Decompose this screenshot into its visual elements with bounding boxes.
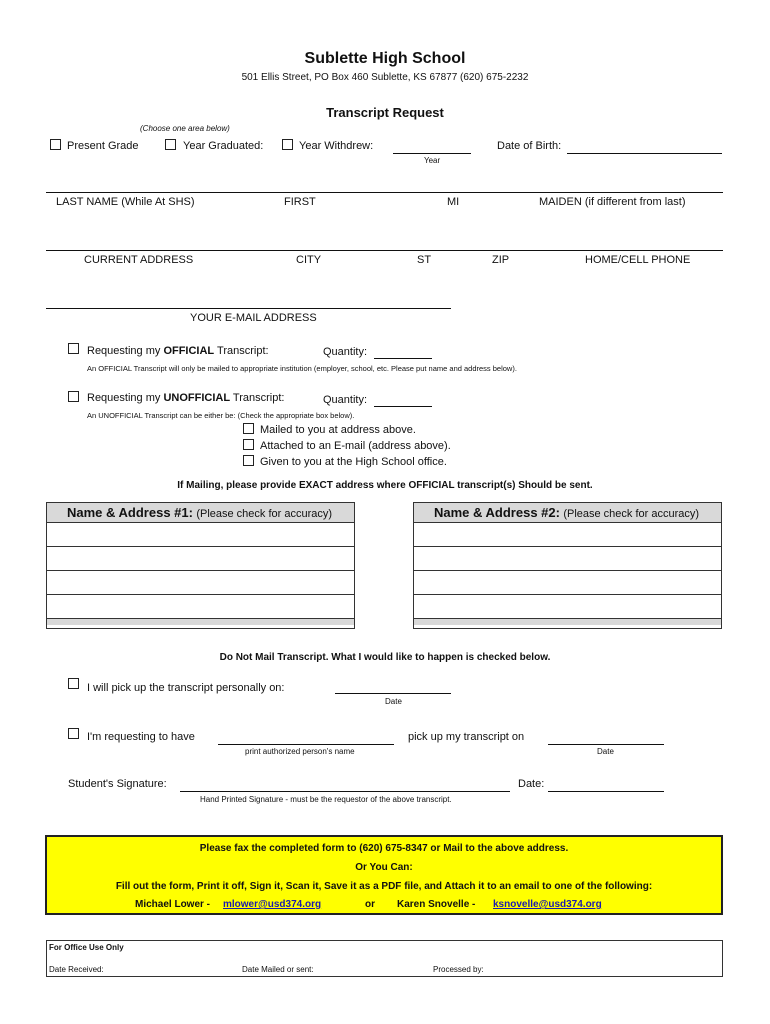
no-mail-heading: Do Not Mail Transcript. What I would like to happen is checked below. — [219, 652, 551, 663]
last-name-label: LAST NAME (While At SHS) — [56, 196, 195, 208]
contact-2-name: Karen Snovelle - — [397, 899, 476, 910]
pickup-checkbox[interactable] — [68, 678, 79, 689]
year-withdrew-checkbox[interactable] — [282, 139, 293, 150]
mailed-option-label: Mailed to you at address above. — [260, 424, 416, 436]
year-graduated-label: Year Graduated: — [183, 140, 264, 152]
address-box-2-footer — [414, 619, 721, 625]
official-quantity-label: Quantity: — [323, 346, 368, 358]
present-grade-checkbox[interactable] — [50, 139, 61, 150]
address-box-1-line[interactable] — [47, 571, 354, 595]
address-box-2-line[interactable] — [414, 547, 721, 571]
submission-notice — [45, 835, 723, 915]
name-line[interactable] — [46, 192, 723, 193]
address-line[interactable] — [46, 250, 723, 251]
dob-field[interactable] — [567, 153, 722, 154]
authorized-date-field[interactable] — [548, 744, 664, 745]
office-use-box — [46, 940, 723, 977]
present-grade-label: Present Grade — [67, 140, 139, 152]
form-title: Transcript Request — [326, 105, 444, 120]
unofficial-note: An UNOFFICIAL Transcript can be either be: (Check the appropriate box below). — [87, 411, 355, 420]
year-field[interactable] — [393, 153, 471, 154]
unofficial-quantity-field[interactable] — [374, 406, 432, 407]
processed-by-label: Processed by: — [433, 965, 484, 974]
address-box-2-header: Name & Address #2: (Please check for accuracy) — [414, 503, 721, 523]
unofficial-checkbox[interactable] — [68, 391, 79, 402]
unofficial-label: Requesting my UNOFFICIAL Transcript: — [87, 392, 285, 404]
signature-date-field[interactable] — [548, 791, 664, 792]
authorized-name-caption: print authorized person's name — [245, 747, 355, 756]
address-box-1-line[interactable] — [47, 547, 354, 571]
contact-1-email-link[interactable]: mlower@usd374.org — [223, 899, 322, 910]
authorize-label: I'm requesting to have — [87, 731, 195, 743]
authorized-name-field[interactable] — [218, 744, 394, 745]
signature-note: Hand Printed Signature - must be the requestor of the above transcript. — [200, 795, 452, 804]
address-box-2 — [413, 502, 722, 629]
address-box-1 — [46, 502, 355, 629]
email-option-checkbox[interactable] — [243, 439, 254, 450]
signature-field[interactable] — [180, 791, 510, 792]
contact-2-email-link[interactable]: ksnovelle@usd374.org — [493, 899, 602, 910]
official-quantity-field[interactable] — [374, 358, 432, 359]
dob-label: Date of Birth: — [497, 140, 562, 152]
notice-or-line: Or You Can: — [355, 862, 413, 873]
address-box-2-line[interactable] — [414, 523, 721, 547]
area-hint: (Choose one area below) — [140, 124, 230, 133]
address-box-1-footer — [47, 619, 354, 625]
authorized-date-caption: Date — [597, 747, 614, 756]
date-received-label: Date Received: — [49, 965, 104, 974]
pickup-label: I will pick up the transcript personally on: — [87, 682, 285, 694]
unofficial-quantity-label: Quantity: — [323, 394, 368, 406]
notice-or-word: or — [365, 899, 375, 910]
pickup-on-label: pick up my transcript on — [408, 731, 525, 743]
address-box-1-line[interactable] — [47, 595, 354, 619]
maiden-label: MAIDEN (if different from last) — [539, 196, 686, 208]
date-mailed-label: Date Mailed or sent: — [242, 965, 314, 974]
address-box-1-header: Name & Address #1: (Please check for accuracy) — [47, 503, 354, 523]
notice-fax-line: Please fax the completed form to (620) 675-8347 or Mail to the above address. — [199, 843, 569, 854]
school-address: 501 Ellis Street, PO Box 460 Sublette, KS 67877 (620) 675-2232 — [241, 72, 529, 83]
zip-label: ZIP — [492, 254, 510, 266]
year-withdrew-label: Year Withdrew: — [299, 140, 374, 152]
mailing-heading: If Mailing, please provide EXACT address where OFFICIAL transcript(s) Should be sent. — [177, 480, 593, 491]
official-checkbox[interactable] — [68, 343, 79, 354]
office-use-title: For Office Use Only — [49, 943, 124, 952]
contact-1-name: Michael Lower - — [135, 899, 211, 910]
authorize-checkbox[interactable] — [68, 728, 79, 739]
city-label: CITY — [296, 254, 322, 266]
email-field[interactable] — [46, 308, 451, 309]
notice-instructions-line: Fill out the form, Print it off, Sign it, Scan it, Save it as a PDF file, and Attach it to an email to one of the following: — [115, 881, 653, 892]
email-label: YOUR E-MAIL ADDRESS — [190, 312, 317, 324]
signature-date-label: Date: — [518, 778, 545, 790]
phone-label: HOME/CELL PHONE — [585, 254, 691, 266]
current-address-label: CURRENT ADDRESS — [84, 254, 194, 266]
pickup-date-field[interactable] — [335, 693, 451, 694]
official-label: Requesting my OFFICIAL Transcript: — [87, 345, 269, 357]
address-box-2-line[interactable] — [414, 595, 721, 619]
official-note: An OFFICIAL Transcript will only be mailed to appropriate institution (employer, school, etc. Please put name and address below). — [87, 364, 517, 373]
state-label: ST — [417, 254, 432, 266]
signature-label: Student's Signature: — [68, 778, 167, 790]
address-box-2-line[interactable] — [414, 571, 721, 595]
email-option-label: Attached to an E-mail (address above). — [260, 440, 451, 452]
year-graduated-checkbox[interactable] — [165, 139, 176, 150]
school-name: Sublette High School — [304, 50, 466, 67]
pickup-date-caption: Date — [385, 697, 402, 706]
office-option-checkbox[interactable] — [243, 455, 254, 466]
first-name-label: FIRST — [284, 196, 316, 208]
year-caption: Year — [424, 156, 441, 165]
mi-label: MI — [447, 196, 460, 208]
address-box-1-line[interactable] — [47, 523, 354, 547]
office-option-label: Given to you at the High School office. — [260, 456, 447, 468]
mailed-option-checkbox[interactable] — [243, 423, 254, 434]
